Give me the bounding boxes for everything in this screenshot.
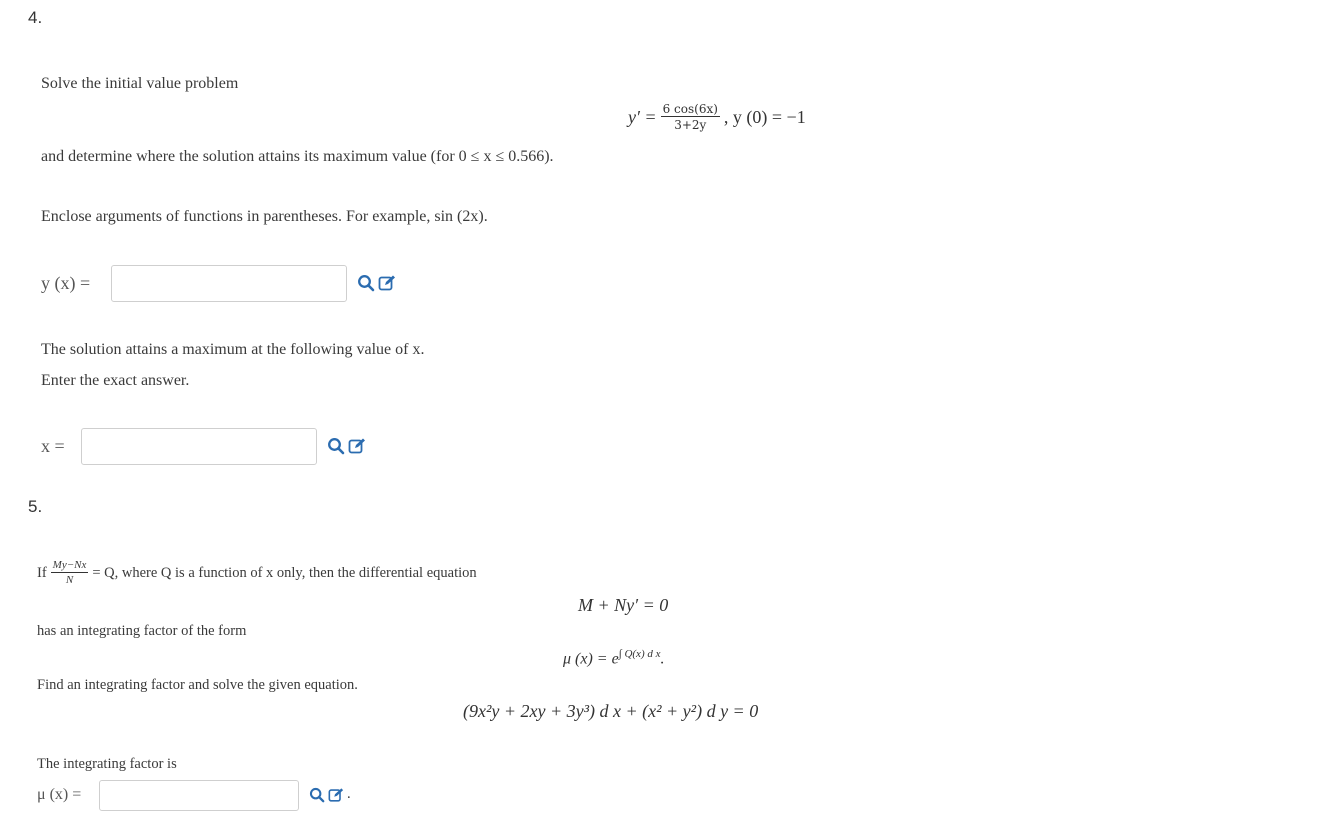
equation-initial-condition: , y (0) = −1	[723, 106, 806, 127]
problem-4-max-text: The solution attains a maximum at the following value of x.	[41, 341, 425, 358]
mu-answer-tools	[309, 786, 351, 803]
mu-formula-end: .	[660, 650, 665, 668]
search-icon[interactable]	[327, 437, 345, 455]
problem-4-determine: and determine where the solution attains its maximum value (for 0 ≤ x ≤ 0.566).	[41, 148, 554, 165]
fraction-denominator: 3+2y	[674, 118, 707, 132]
y-answer-input[interactable]	[111, 265, 347, 302]
y-label: y (x) =	[41, 273, 91, 293]
x-label: x =	[41, 436, 65, 456]
problem-5-number: 5.	[28, 497, 43, 516]
x-answer-tools	[327, 437, 366, 455]
problem-5-has-text: has an integrating factor of the form	[37, 623, 247, 639]
integrating-factor-text: The integrating factor is	[37, 756, 177, 772]
differential-equation: M + Ny′ = 0	[578, 595, 669, 615]
problem-4-intro: Solve the initial value problem	[41, 75, 239, 92]
given-equation: (9x²y + 2xy + 3y³) d x + (x² + y²) d y = 0	[463, 701, 759, 721]
mu-formula-lhs: μ (x) = e	[563, 650, 619, 668]
problem-4-number: 4.	[28, 8, 43, 27]
mu-label: μ (x) =	[37, 786, 82, 803]
mu-answer-input[interactable]	[99, 780, 299, 811]
mu-formula-exponent: ∫ Q(x) d x	[618, 648, 661, 660]
integrating-factor-formula	[563, 648, 665, 668]
edit-icon[interactable]	[328, 787, 344, 803]
problem-5-intro	[37, 560, 477, 586]
problem-4-equation	[628, 103, 806, 131]
edit-icon[interactable]	[378, 274, 396, 292]
equation-fraction	[661, 103, 720, 131]
intro-fraction	[51, 560, 89, 586]
problem-4-enclose-hint: Enclose arguments of functions in parentheses. For example, sin (2x).	[41, 208, 488, 225]
y-answer-tools	[357, 274, 396, 292]
intro-fraction-denominator: N	[65, 574, 74, 586]
intro-rest: = Q, where Q is a function of x only, then the differential equation	[92, 564, 477, 581]
search-icon[interactable]	[357, 274, 375, 292]
fraction-numerator: 6 cos(6x)	[662, 102, 718, 116]
problem-5-find-text: Find an integrating factor and solve the given equation.	[37, 677, 358, 693]
intro-fraction-numerator: My−Nx	[52, 559, 87, 571]
problem-4-exact-hint: Enter the exact answer.	[41, 372, 190, 389]
if-word: If	[37, 564, 47, 581]
trailing-period: .	[347, 786, 351, 802]
equation-lhs: y′ =	[628, 106, 657, 127]
edit-icon[interactable]	[348, 437, 366, 455]
search-icon[interactable]	[309, 787, 325, 803]
x-answer-input[interactable]	[81, 428, 317, 465]
